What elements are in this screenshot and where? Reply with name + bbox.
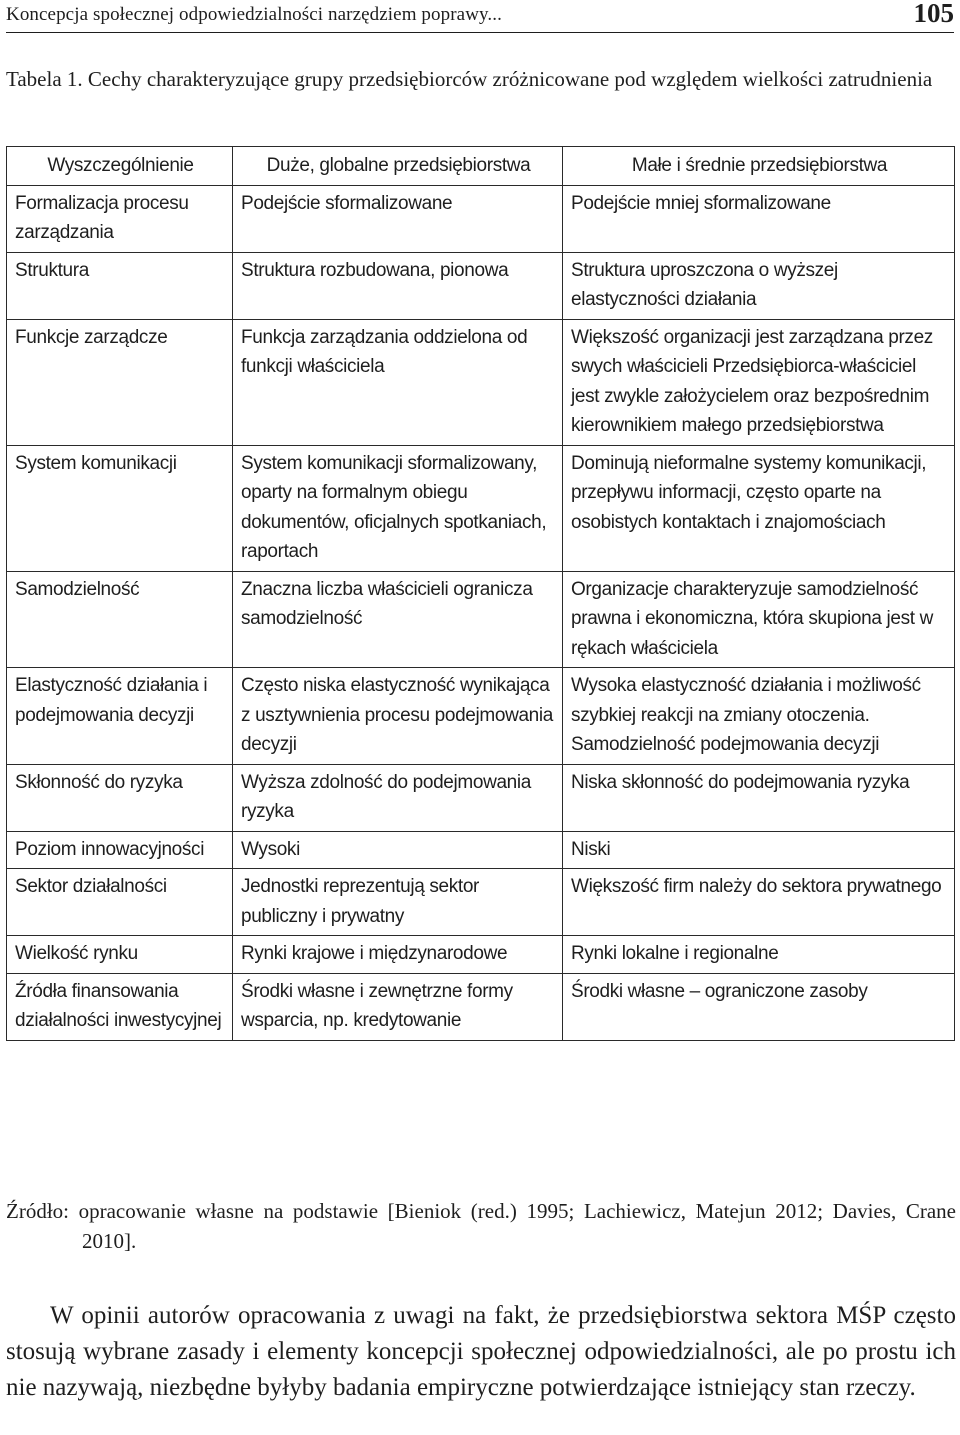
large-enterprises-cell: System komunikacji sformalizowany, oparty na formalnym obiegu dokumentów, oficjalnych spotkaniach, raportach	[233, 445, 563, 571]
table-label: Tabela 1.	[6, 67, 83, 91]
header-cell-specification: Wyszczególnienie	[7, 147, 233, 186]
running-header	[6, 0, 954, 33]
large-enterprises-cell: Jednostki reprezentują sektor publiczny i prywatny	[233, 869, 563, 936]
large-enterprises-cell: Funkcja zarządzania oddzielona od funkcji właściciela	[233, 319, 563, 445]
large-enterprises-cell: Środki własne i zewnętrzne formy wsparcia, np. kredytowanie	[233, 973, 563, 1040]
header-cell-large-enterprises: Duże, globalne przedsiębiorstwa	[233, 147, 563, 186]
sme-cell: Środki własne – ograniczone zasoby	[563, 973, 955, 1040]
sme-cell: Większość firm należy do sektora prywatnego	[563, 869, 955, 936]
sme-cell: Struktura uproszczona o wyższej elastyczności działania	[563, 252, 955, 319]
row-label-cell: Samodzielność	[7, 571, 233, 668]
table-caption	[6, 64, 956, 94]
table-row	[7, 973, 955, 1040]
table-row	[7, 252, 955, 319]
sme-cell: Dominują nieformalne systemy komunikacji, przepływu informacji, często oparte na osobistych kontaktach i znajomościach	[563, 445, 955, 571]
characteristics-table	[6, 146, 955, 1041]
row-label-cell: Źródła finansowania działalności inwestycyjnej	[7, 973, 233, 1040]
table-body	[7, 185, 955, 1040]
row-label-cell: System komunikacji	[7, 445, 233, 571]
row-label-cell: Formalizacja procesu zarządzania	[7, 185, 233, 252]
table-row	[7, 831, 955, 869]
row-label-cell: Poziom innowacyjności	[7, 831, 233, 869]
table-row	[7, 764, 955, 831]
table-row	[7, 319, 955, 445]
row-label-cell: Struktura	[7, 252, 233, 319]
table-row	[7, 571, 955, 668]
row-label-cell: Funkcje zarządcze	[7, 319, 233, 445]
table-header-row	[7, 147, 955, 186]
table-row	[7, 869, 955, 936]
sme-cell: Wysoka elastyczność działania i możliwość szybkiej reakcji na zmiany otoczenia. Samodzielność podejmowania decyzji	[563, 668, 955, 765]
running-title: Koncepcja społecznej odpowiedzialności narzędziem poprawy...	[6, 4, 502, 25]
sme-cell: Niska skłonność do podejmowania ryzyka	[563, 764, 955, 831]
header-cell-sme: Małe i średnie przedsiębiorstwa	[563, 147, 955, 186]
large-enterprises-cell: Wyższa zdolność do podejmowania ryzyka	[233, 764, 563, 831]
row-label-cell: Wielkość rynku	[7, 936, 233, 974]
sme-cell: Organizacje charakteryzuje samodzielność prawna i ekonomiczna, która skupiona jest w rękach właściciela	[563, 571, 955, 668]
large-enterprises-cell: Często niska elastyczność wynikająca z usztywnienia procesu podejmowania decyzji	[233, 668, 563, 765]
table-row	[7, 668, 955, 765]
source-note: Źródło: opracowanie własne na podstawie [Bieniok (red.) 1995; Lachiewicz, Matejun 2012; Davies, Crane 2010].	[6, 1199, 956, 1253]
body-paragraph: W opinii autorów opracowania z uwagi na fakt, że przedsiębiorstwa sektora MŚP często stosują wybrane zasady i elementy koncepcji społecznej odpowiedzialności, ale po prostu ich nie nazywają, niezbędne byłyby badania empiryczne potwierdzające istniejący stan rzeczy.	[6, 1302, 956, 1401]
table-row	[7, 185, 955, 252]
sme-cell: Podejście mniej sformalizowane	[563, 185, 955, 252]
sme-cell: Rynki lokalne i regionalne	[563, 936, 955, 974]
row-label-cell: Elastyczność działania i podejmowania decyzji	[7, 668, 233, 765]
table-row	[7, 936, 955, 974]
table-caption-text: Cechy charakteryzujące grupy przedsiębiorców zróżnicowane pod względem wielkości zatrudnienia	[87, 67, 933, 91]
sme-cell: Większość organizacji jest zarządzana przez swych właścicieli Przedsiębiorca-właściciel jest zwykle założycielem oraz bezpośrednim kierownikiem małego przedsiębiorstwa	[563, 319, 955, 445]
sme-cell: Niski	[563, 831, 955, 869]
large-enterprises-cell: Znaczna liczba właścicieli ogranicza samodzielność	[233, 571, 563, 668]
large-enterprises-cell: Rynki krajowe i międzynarodowe	[233, 936, 563, 974]
large-enterprises-cell: Wysoki	[233, 831, 563, 869]
page-number: 105	[913, 0, 954, 28]
row-label-cell: Sektor działalności	[7, 869, 233, 936]
row-label-cell: Skłonność do ryzyka	[7, 764, 233, 831]
table-row	[7, 445, 955, 571]
large-enterprises-cell: Struktura rozbudowana, pionowa	[233, 252, 563, 319]
large-enterprises-cell: Podejście sformalizowane	[233, 185, 563, 252]
